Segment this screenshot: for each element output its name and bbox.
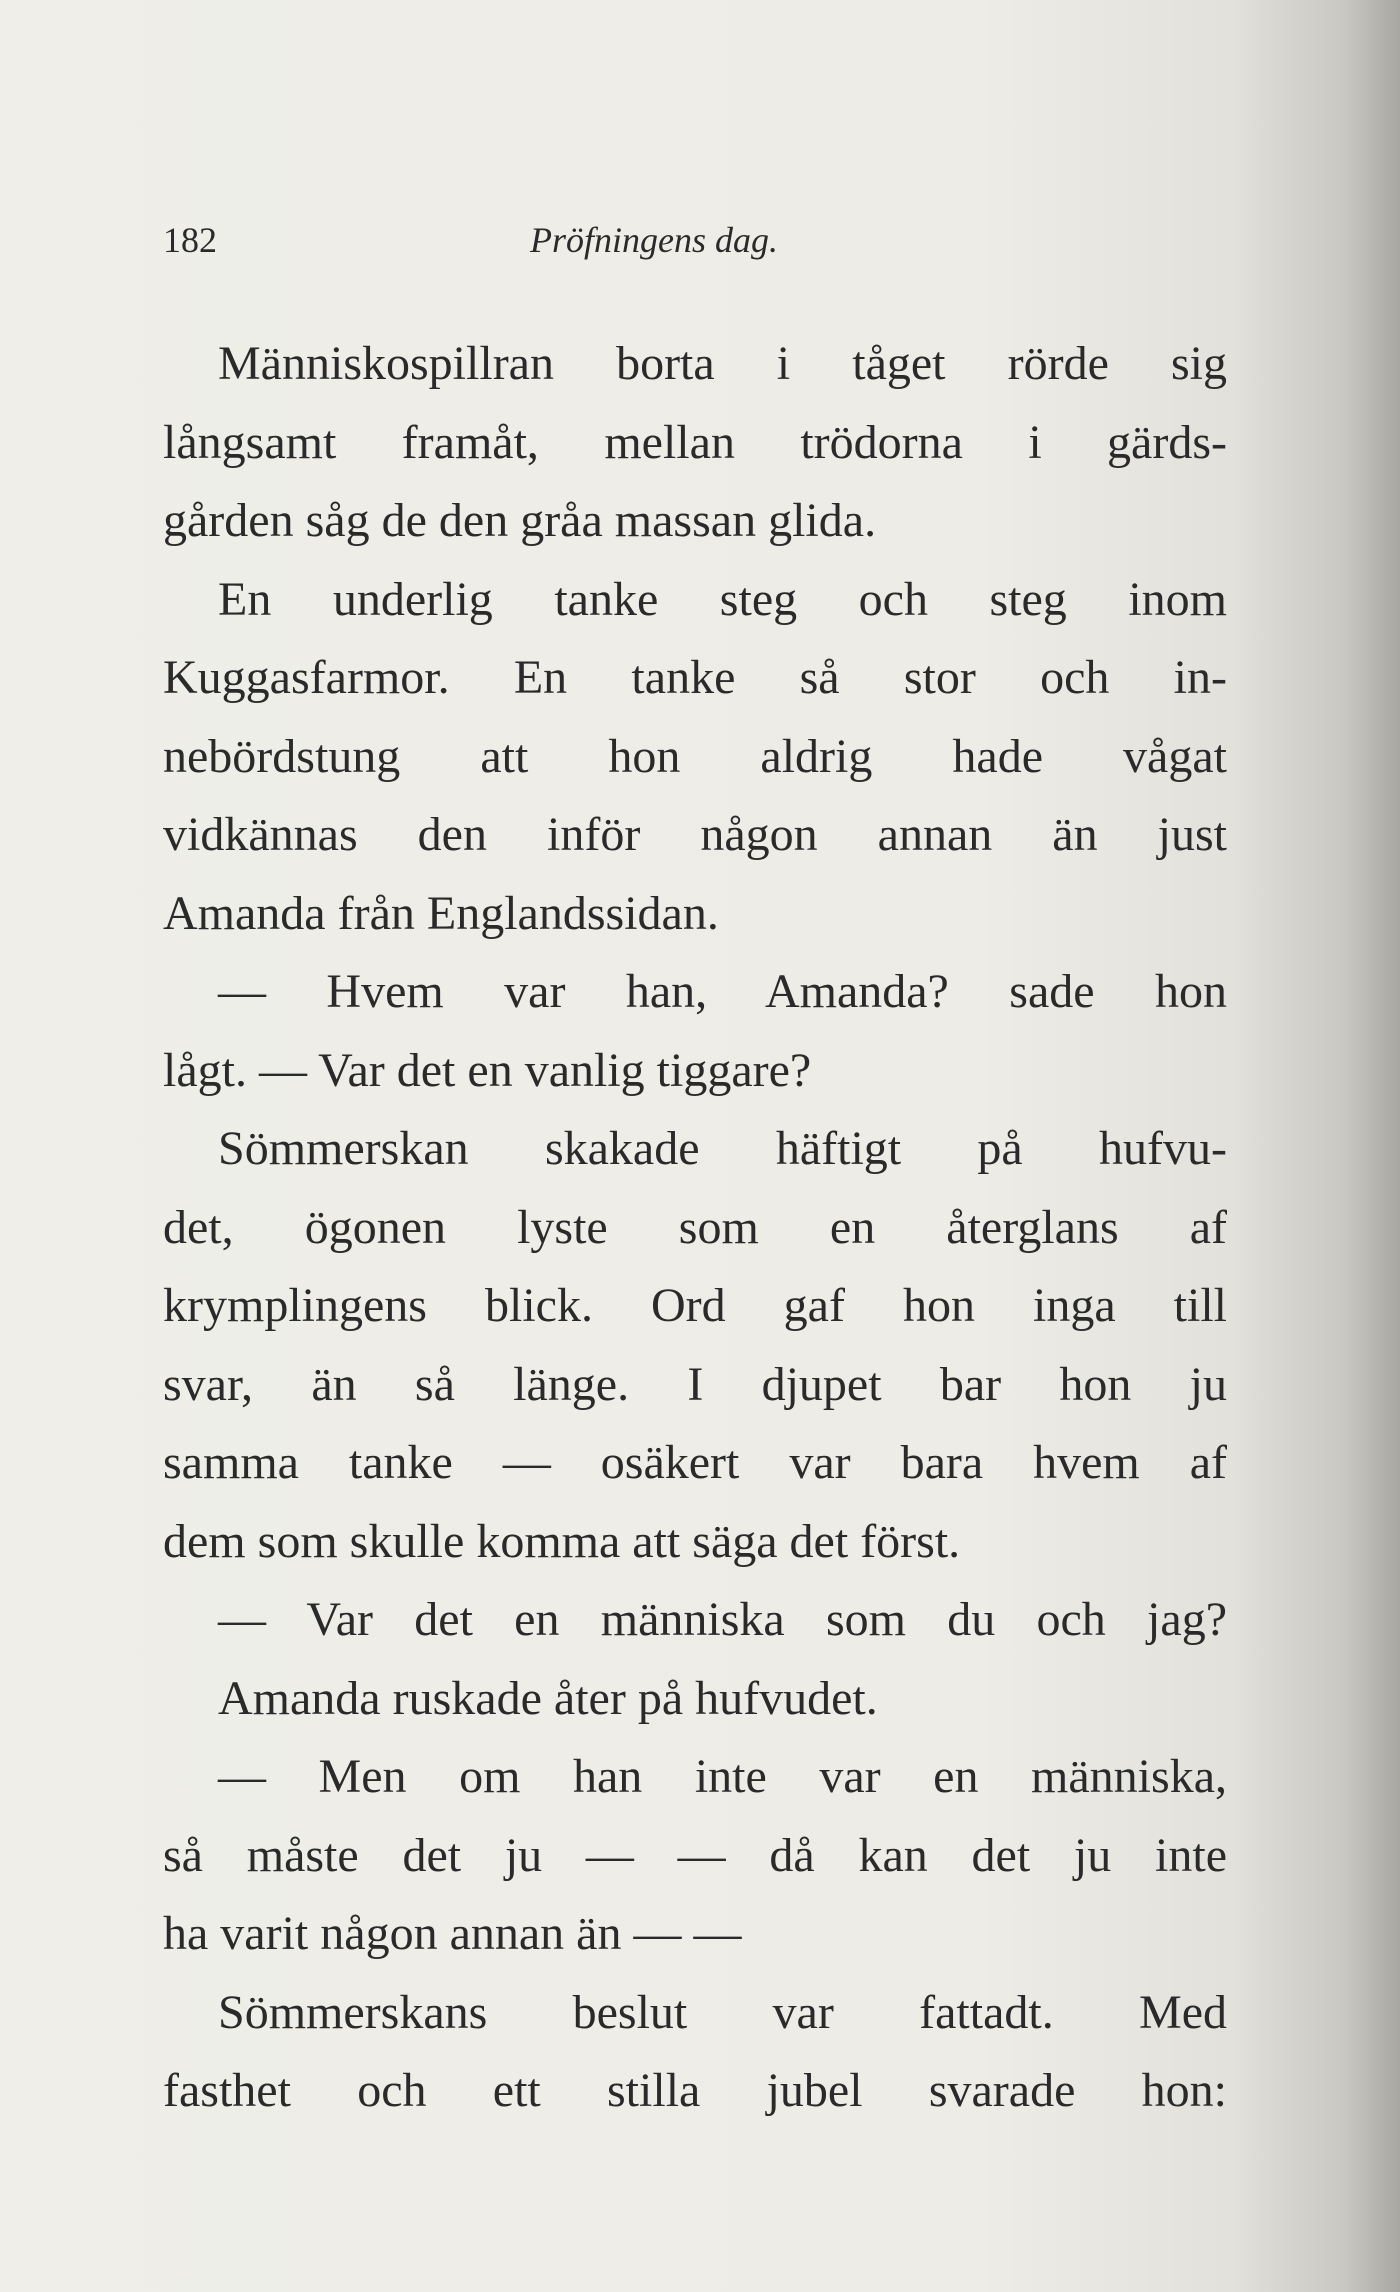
body-text	[163, 325, 1227, 2131]
text-line: nebördstung att hon aldrig hade vågat	[163, 729, 1227, 783]
text-line: dem som skulle komma att säga det först.	[163, 1514, 961, 1568]
text-line: — Var det en människa som du och jag?	[218, 1593, 1227, 1646]
text-line: så måste det ju — — då kan det ju inte	[163, 1828, 1227, 1882]
page-number: 182	[163, 220, 217, 260]
running-title: Pröfningens dag.	[530, 220, 778, 260]
text-line: Amanda ruskade åter på hufvudet.	[218, 1671, 878, 1725]
page-header	[163, 215, 1227, 265]
text-line: Sömmerskans beslut var fattadt. Med	[218, 1985, 1227, 2039]
text-line: gården såg de den gråa massan glida.	[163, 494, 877, 547]
text-line: svar, än så länge. I djupet bar hon ju	[163, 1357, 1227, 1411]
text-line: Kuggasfarmor. En tanke så stor och in-	[163, 651, 1227, 704]
text-line: — Men om han inte var en människa,	[218, 1750, 1227, 1803]
text-line: samma tanke — osäkert var bara hvem af	[163, 1436, 1227, 1489]
text-line: Människospillran borta i tåget rörde sig	[218, 337, 1227, 390]
text-line: långsamt framåt, mellan trödorna i gärds-	[163, 415, 1227, 469]
text-line: ha varit någon annan än — —	[163, 1907, 742, 1960]
text-line: krymplingens blick. Ord gaf hon inga till	[163, 1279, 1227, 1332]
text-line: vidkännas den inför någon annan än just	[163, 808, 1227, 861]
text-line: — Hvem var han, Amanda? sade hon	[218, 965, 1227, 1018]
text-line: det, ögonen lyste som en återglans af	[163, 1200, 1227, 1254]
text-line: fasthet och ett stilla jubel svarade hon:	[163, 2064, 1227, 2117]
text-line: Sömmerskan skakade häftigt på hufvu-	[218, 1122, 1227, 1175]
text-line: Amanda från Englandssidan.	[163, 886, 719, 940]
text-line: En underlig tanke steg och steg inom	[218, 572, 1227, 626]
text-line: lågt. — Var det en vanlig tiggare?	[163, 1043, 812, 1097]
